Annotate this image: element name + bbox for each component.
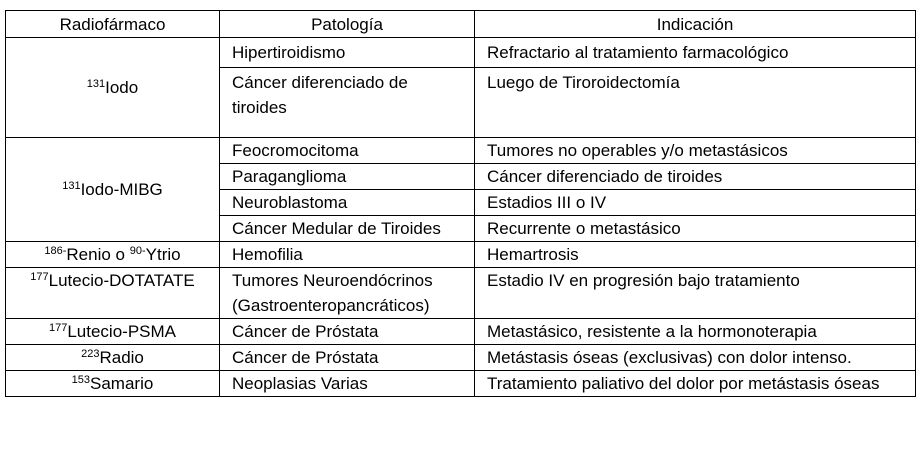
radiofarmaco-cell <box>6 371 220 397</box>
radiofarmaco-cell <box>6 242 220 268</box>
indicacion-cell: Hemartrosis <box>475 242 916 268</box>
table-row <box>6 38 916 68</box>
patologia-cell: Tumores Neuroendócrinos (Gastroenteropancráticos) <box>220 268 475 319</box>
isotope-number: 131 <box>62 180 81 192</box>
header-row <box>6 11 916 38</box>
table-row <box>6 345 916 371</box>
patologia-cell: Paraganglioma <box>220 164 475 190</box>
patologia-cell: Cáncer de Próstata <box>220 319 475 345</box>
table-row <box>6 242 916 268</box>
isotope-number: 186- <box>44 245 67 257</box>
radiopharmaceutical-table <box>5 10 916 397</box>
patologia-cell: Neoplasias Varias <box>220 371 475 397</box>
isotope-number: 177 <box>30 271 49 283</box>
table-row <box>6 268 916 319</box>
radiofarmaco-name: Iodo <box>105 78 139 97</box>
indicacion-cell: Estadios III o IV <box>475 190 916 216</box>
radiofarmaco-name: Lutecio-PSMA <box>67 322 177 341</box>
isotope-number: 153 <box>71 374 91 386</box>
patologia-cell: Cáncer Medular de Tiroides <box>220 216 475 242</box>
header-radiofarmaco: Radiofármaco <box>6 11 220 38</box>
radiofarmaco-name: Radio <box>99 348 144 367</box>
radiofarmaco-name: Renio o <box>66 245 130 264</box>
isotope-number: 177 <box>48 322 68 334</box>
indicacion-cell: Recurrente o metastásico <box>475 216 916 242</box>
patologia-cell: Hemofilia <box>220 242 475 268</box>
indicacion-cell: Cáncer diferenciado de tiroides <box>475 164 916 190</box>
radiofarmaco-cell <box>6 38 220 138</box>
table-row <box>6 371 916 397</box>
radiofarmaco-cell <box>6 319 220 345</box>
radiofarmaco-cell <box>6 138 220 242</box>
indicacion-cell: Refractario al tratamiento farmacológico <box>475 38 916 68</box>
indicacion-cell: Tumores no operables y/o metastásicos <box>475 138 916 164</box>
patologia-cell: Cáncer diferenciado de tiroides <box>220 68 475 138</box>
table-row <box>6 138 916 164</box>
radiofarmaco-name: Ytrio <box>145 245 181 264</box>
isotope-number: 90- <box>129 245 146 257</box>
radiofarmaco-cell <box>6 345 220 371</box>
indicacion-cell: Metástasis óseas (exclusivas) con dolor intenso. <box>475 345 916 371</box>
radiofarmaco-name: Iodo-MIBG <box>80 180 163 199</box>
patologia-cell: Hipertiroidismo <box>220 38 475 68</box>
indicacion-cell: Estadio IV en progresión bajo tratamiento <box>475 268 916 319</box>
header-patologia: Patología <box>220 11 475 38</box>
isotope-number: 223 <box>81 348 100 360</box>
patologia-cell: Cáncer de Próstata <box>220 345 475 371</box>
isotope-number: 131 <box>86 78 106 90</box>
radiofarmaco-name: Lutecio-DOTATATE <box>48 271 195 290</box>
radiofarmaco-cell <box>6 268 220 319</box>
indicacion-cell: Tratamiento paliativo del dolor por metástasis óseas <box>475 371 916 397</box>
indicacion-cell: Metastásico, resistente a la hormonoterapia <box>475 319 916 345</box>
radiofarmaco-name: Samario <box>90 374 154 393</box>
table-row <box>6 319 916 345</box>
header-indicacion: Indicación <box>475 11 916 38</box>
patologia-cell: Neuroblastoma <box>220 190 475 216</box>
indicacion-cell: Luego de Tiroroidectomía <box>475 68 916 138</box>
patologia-cell: Feocromocitoma <box>220 138 475 164</box>
